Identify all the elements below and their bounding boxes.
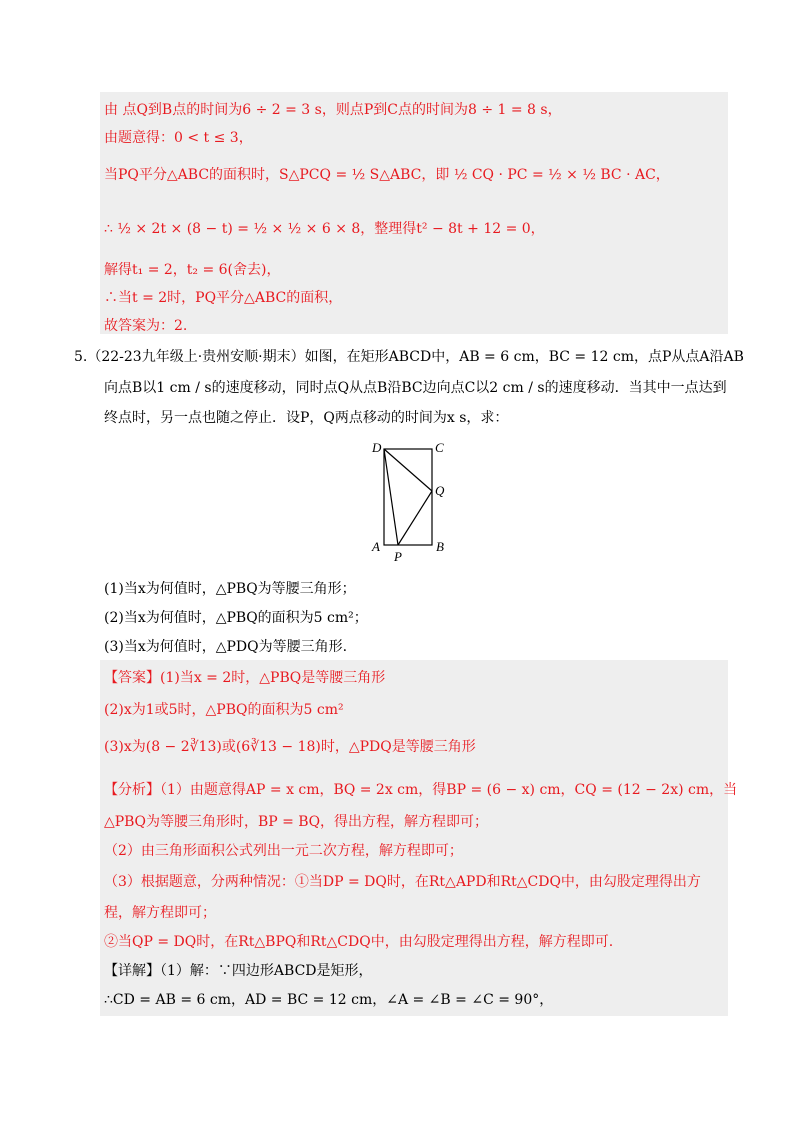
label-c: C [435,440,444,455]
analysis-line-3: （2）由三角形面积公式列出一元二次方程，解方程即可； [104,843,463,859]
detail-line-2: ∴CD = AB = 6 cm，AD = BC = 12 cm，∠A = ∠B = ∠C = 90°， [104,992,554,1008]
label-b: B [436,539,444,554]
prev-solution-line-4: ∴ ½ × 2t × (8 − t) = ½ × ½ × 6 × 8，整理得t² − 8t + 12 = 0， [104,221,545,237]
answer-line-1: 【答案】(1)当x = 2时，△PBQ是等腰三角形 [104,670,386,686]
answer-line-2: (2)x为1或5时，△PBQ的面积为5 cm² [104,702,344,718]
segment-pq [398,491,432,545]
segment-dq [384,449,432,491]
answer-line-3: (3)x为(8 − 2∛13)或(6∛13 − 18)时，△PDQ是等腰三角形 [104,739,476,755]
prev-solution-line-5: 解得t₁ = 2，t₂ = 6(舍去)， [104,262,281,278]
problem-line-2: 向点B以1 cm / s的速度移动，同时点Q从点B沿BC边向点C以2 cm / s的速度移动．当其中一点达到 [104,380,727,396]
question-1: (1)当x为何值时，△PBQ为等腰三角形； [104,581,356,597]
prev-solution-line-6: ∴当t = 2时，PQ平分△ABC的面积， [104,290,343,306]
segment-dp [384,449,398,545]
question-2: (2)当x为何值时，△PBQ的面积为5 cm²； [104,610,368,626]
analysis-line-2: △PBQ为等腰三角形时，BP = BQ，得出方程，解方程即可； [104,814,489,830]
problem-line-3: 终点时，另一点也随之停止．设P，Q两点移动的时间为x s，求： [104,410,509,426]
label-d: D [372,440,382,455]
prev-solution-line-7: 故答案为：2. [104,318,188,334]
prev-solution-line-1: 由 点Q到B点的时间为6 ÷ 2 = 3 s，则点P到C点的时间为8 ÷ 1 = 8 s， [104,102,562,118]
rectangle-figure [370,436,470,566]
analysis-line-4: （3）根据题意，分两种情况：①当DP = DQ时，在Rt△APD和Rt△CDQ中，由勾股定理得出方 [104,874,701,890]
prev-solution-line-2: 由题意得：0 < t ≤ 3， [104,130,253,146]
label-p: P [394,549,402,564]
label-a: A [372,539,380,554]
analysis-line-5: 程，解方程即可； [104,905,216,921]
question-3: (3)当x为何值时，△PDQ为等腰三角形. [104,639,348,655]
analysis-line-1: 【分析】（1）由题意得AP = x cm，BQ = 2x cm，得BP = (6 − x) cm，CQ = (12 − 2x) cm，当 [104,782,738,798]
label-q: Q [435,483,445,498]
analysis-line-6: ②当QP = DQ时，在Rt△BPQ和Rt△CDQ中，由勾股定理得出方程，解方程即可. [104,934,614,950]
detail-line-1: 【详解】（1）解：∵四边形ABCD是矩形， [104,963,373,979]
prev-solution-line-3: 当PQ平分△ABC的面积时，S△PCQ = ½ S△ABC，即 ½ CQ · PC = ½ × ½ BC · AC， [104,167,670,183]
problem-line-1: 5.（22-23九年级上·贵州安顺·期末）如图，在矩形ABCD中，AB = 6 cm，BC = 12 cm，点P从点A沿AB [74,349,744,365]
